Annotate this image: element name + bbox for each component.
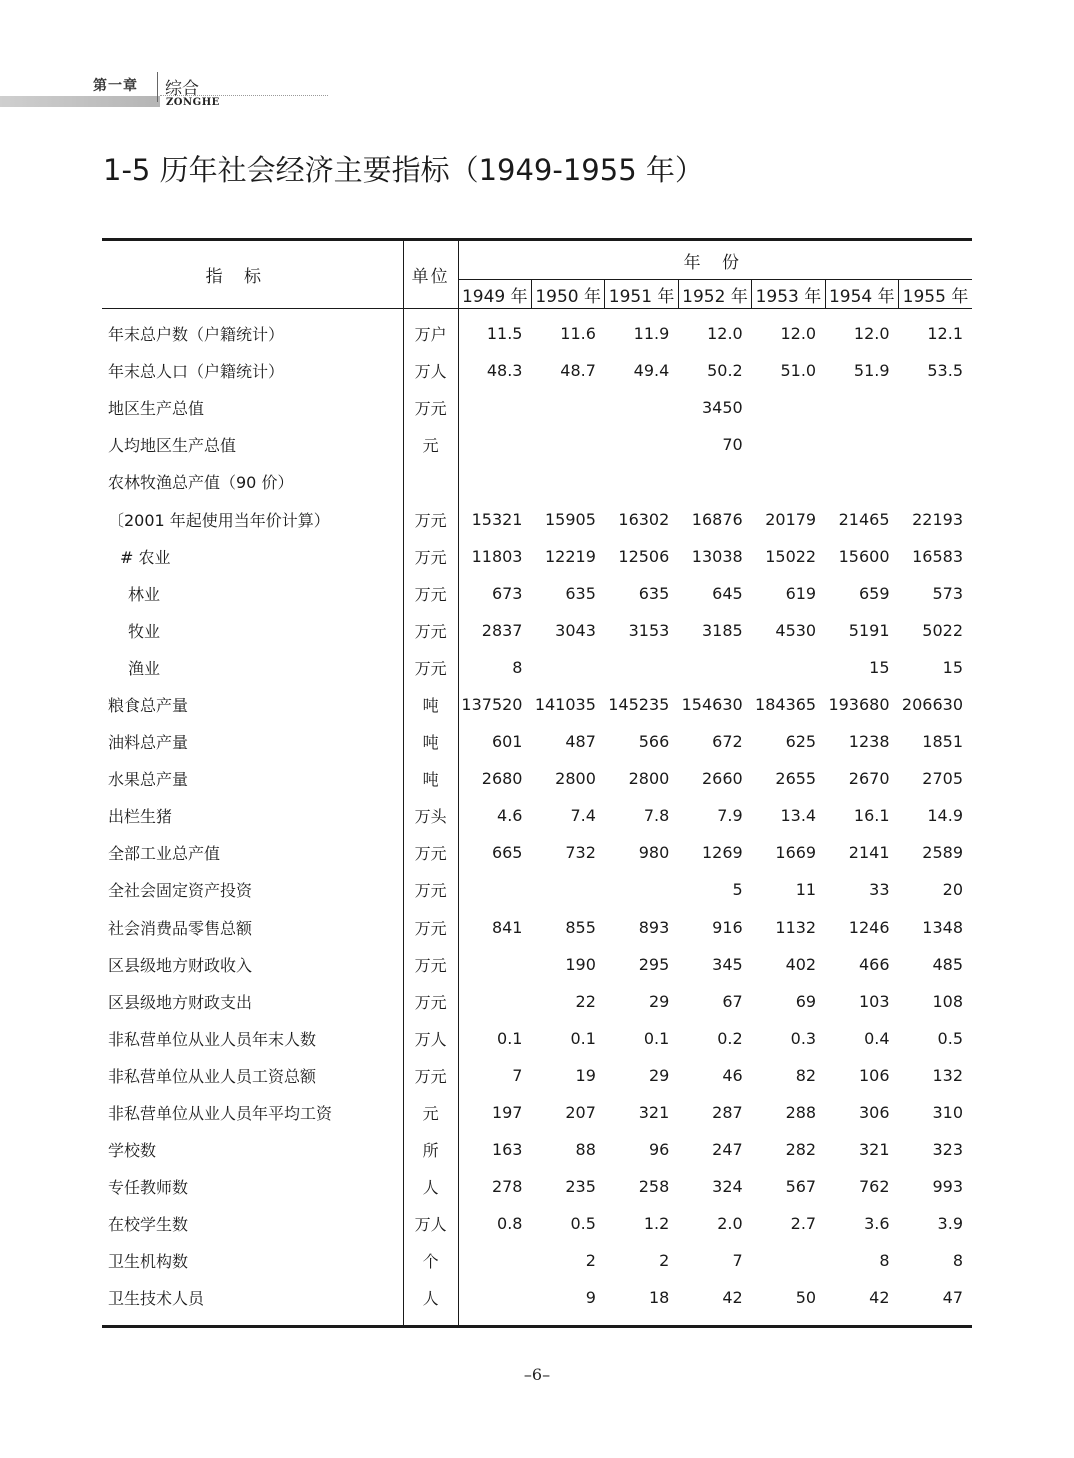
value-cell: 13038	[691, 546, 743, 566]
header-unit: 单位	[403, 240, 458, 309]
value-cell: 21465	[838, 509, 890, 529]
value-cell: 3043	[555, 620, 596, 640]
value-cell: 2837	[481, 620, 523, 640]
value-cell: 20179	[765, 509, 817, 529]
header-year: 1955 年	[899, 280, 972, 309]
indicator-name: 水果总产量	[102, 760, 403, 797]
unit-cell: 万元	[403, 909, 458, 946]
indicator-name: 专任教师数	[102, 1168, 403, 1205]
value-cell: 3153	[628, 620, 670, 640]
value-cell: 2800	[555, 769, 596, 789]
indicator-name: 学校数	[102, 1131, 403, 1168]
value-cell: 235	[565, 1177, 596, 1197]
value-cell	[752, 426, 825, 463]
value-cell: 15	[942, 657, 963, 677]
page-title: 1-5 历年社会经济主要指标（1949-1955 年）	[103, 153, 704, 187]
value-cell	[458, 1279, 531, 1326]
value-cell: 42	[869, 1288, 890, 1308]
value-cell	[825, 389, 898, 426]
unit-cell: 万头	[403, 797, 458, 834]
unit-cell: 人	[403, 1168, 458, 1205]
table-body	[102, 309, 972, 1327]
value-cell: 7.8	[643, 806, 670, 826]
value-cell: 7.4	[570, 806, 596, 826]
value-cell: 0.4	[864, 1028, 890, 1048]
value-cell: 50.2	[707, 361, 743, 381]
value-cell: 184365	[755, 694, 817, 714]
value-cell: 566	[638, 732, 670, 752]
table-row	[102, 1057, 972, 1094]
unit-cell: 万元	[403, 538, 458, 575]
table-row	[102, 1020, 972, 1057]
table-row	[102, 538, 972, 575]
value-cell: 132	[932, 1065, 963, 1085]
value-cell: 12506	[618, 546, 670, 566]
value-cell: 48.3	[486, 361, 523, 381]
value-cell: 20	[942, 880, 963, 900]
indicator-name: 社会消费品零售总额	[102, 909, 403, 946]
indicator-table	[102, 238, 972, 1328]
table-row	[102, 389, 972, 426]
table-row	[102, 983, 972, 1020]
value-cell: 619	[785, 583, 817, 603]
value-cell: 1851	[922, 732, 963, 752]
value-cell	[899, 426, 972, 463]
indicator-name: 全部工业总产值	[102, 834, 403, 871]
value-cell: 345	[712, 954, 743, 974]
value-cell: 190	[565, 954, 596, 974]
value-cell	[531, 389, 604, 426]
value-cell: 625	[785, 732, 817, 752]
table-row	[102, 1168, 972, 1205]
table-row	[102, 1205, 972, 1242]
indicator-name: 非私营单位从业人员工资总额	[102, 1057, 403, 1094]
value-cell: 665	[491, 843, 523, 863]
unit-cell: 万元	[403, 946, 458, 983]
value-cell: 288	[785, 1103, 817, 1123]
value-cell: 2680	[481, 769, 523, 789]
value-cell: 5	[732, 880, 743, 900]
value-cell: 33	[869, 880, 890, 900]
value-cell: 15	[869, 657, 890, 677]
value-cell: 16876	[691, 509, 743, 529]
value-cell: 51.9	[853, 361, 890, 381]
indicator-name: 牧业	[102, 612, 403, 649]
value-cell: 103	[858, 991, 890, 1011]
value-cell: 0.5	[937, 1028, 963, 1048]
value-cell: 247	[712, 1140, 743, 1160]
value-cell: 8	[879, 1251, 890, 1271]
unit-cell: 万人	[403, 1205, 458, 1242]
value-cell: 12219	[544, 546, 596, 566]
header-year: 1949 年	[458, 280, 531, 309]
value-cell: 1348	[922, 917, 963, 937]
value-cell	[531, 649, 604, 686]
unit-cell: 个	[403, 1242, 458, 1279]
unit-cell: 万人	[403, 352, 458, 389]
table-row	[102, 612, 972, 649]
value-cell: 50	[795, 1288, 817, 1308]
table-row	[102, 1094, 972, 1131]
indicator-name: 地区生产总值	[102, 389, 403, 426]
value-cell: 310	[932, 1103, 963, 1123]
indicator-name: 非私营单位从业人员年平均工资	[102, 1094, 403, 1131]
value-cell	[825, 463, 898, 500]
value-cell: 53.5	[927, 361, 963, 381]
value-cell	[678, 463, 751, 500]
value-cell: 29	[648, 1065, 670, 1085]
table-row	[102, 760, 972, 797]
value-cell: 487	[565, 732, 596, 752]
value-cell: 0.1	[643, 1028, 670, 1048]
value-cell: 48.7	[560, 361, 596, 381]
value-cell: 14.9	[927, 806, 963, 826]
table-row	[102, 946, 972, 983]
value-cell: 2141	[848, 843, 890, 863]
value-cell	[531, 426, 604, 463]
chapter-header-band	[0, 96, 160, 107]
indicator-name: 林业	[102, 575, 403, 612]
value-cell: 47	[942, 1288, 963, 1308]
value-cell	[605, 463, 678, 500]
value-cell: 5022	[922, 620, 963, 640]
header-year: 1951 年	[605, 280, 678, 309]
table-row	[102, 797, 972, 834]
value-cell: 2	[585, 1251, 596, 1271]
unit-cell: 万户	[403, 309, 458, 353]
indicator-name: 渔业	[102, 649, 403, 686]
value-cell: 15905	[544, 509, 596, 529]
unit-cell: 万元	[403, 1057, 458, 1094]
value-cell: 108	[932, 991, 963, 1011]
value-cell	[899, 389, 972, 426]
value-cell	[605, 426, 678, 463]
indicator-name: 在校学生数	[102, 1205, 403, 1242]
table-row	[102, 309, 972, 353]
value-cell: 295	[638, 954, 670, 974]
value-cell: 4530	[775, 620, 817, 640]
table-row	[102, 834, 972, 871]
value-cell: 2.0	[717, 1214, 743, 1234]
value-cell: 3.9	[937, 1214, 963, 1234]
value-cell	[605, 871, 678, 908]
header-year: 1950 年	[531, 280, 604, 309]
value-cell	[458, 946, 531, 983]
unit-cell: 吨	[403, 723, 458, 760]
value-cell: 141035	[534, 694, 596, 714]
value-cell: 12.0	[707, 324, 743, 344]
value-cell: 7	[512, 1065, 523, 1085]
indicator-name: 农林牧渔总产值（90 价）	[102, 463, 403, 500]
unit-cell: 万元	[403, 389, 458, 426]
value-cell: 855	[565, 917, 596, 937]
page-number: –6–	[523, 1365, 551, 1384]
value-cell: 466	[858, 954, 890, 974]
table-row	[102, 1242, 972, 1279]
value-cell: 7	[732, 1251, 743, 1271]
value-cell: 22193	[912, 509, 963, 529]
value-cell: 3.6	[864, 1214, 890, 1234]
value-cell	[458, 389, 531, 426]
table-row	[102, 686, 972, 723]
value-cell: 0.8	[497, 1214, 523, 1234]
unit-cell: 人	[403, 1279, 458, 1326]
value-cell: 841	[491, 917, 523, 937]
indicator-name: # 农业	[102, 538, 403, 575]
unit-cell: 吨	[403, 760, 458, 797]
value-cell	[531, 871, 604, 908]
value-cell: 19	[575, 1065, 596, 1085]
value-cell: 69	[795, 991, 817, 1011]
value-cell: 573	[932, 583, 963, 603]
value-cell: 673	[491, 583, 523, 603]
value-cell	[458, 463, 531, 500]
value-cell: 282	[785, 1140, 817, 1160]
value-cell: 2655	[775, 769, 817, 789]
value-cell: 70	[722, 435, 743, 455]
indicator-name: 全社会固定资产投资	[102, 871, 403, 908]
value-cell: 16583	[912, 546, 963, 566]
value-cell: 18	[648, 1288, 670, 1308]
value-cell: 11.5	[486, 324, 523, 344]
value-cell	[458, 1242, 531, 1279]
value-cell: 193680	[828, 694, 890, 714]
value-cell: 82	[795, 1065, 817, 1085]
value-cell: 88	[575, 1140, 596, 1160]
value-cell	[678, 649, 751, 686]
value-cell: 1238	[848, 732, 890, 752]
header-years-group: 年 份	[458, 240, 972, 280]
unit-cell: 万元	[403, 834, 458, 871]
value-cell: 15321	[471, 509, 523, 529]
value-cell: 402	[785, 954, 817, 974]
value-cell: 0.3	[790, 1028, 817, 1048]
header-year: 1954 年	[825, 280, 898, 309]
value-cell: 197	[491, 1103, 523, 1123]
value-cell: 645	[712, 583, 743, 603]
table-row	[102, 352, 972, 389]
value-cell	[825, 426, 898, 463]
value-cell	[752, 389, 825, 426]
value-cell: 993	[932, 1177, 963, 1197]
value-cell: 137520	[461, 694, 523, 714]
value-cell: 1246	[848, 917, 890, 937]
value-cell: 0.2	[717, 1028, 743, 1048]
table-row	[102, 426, 972, 463]
value-cell: 16.1	[853, 806, 890, 826]
unit-cell: 万人	[403, 1020, 458, 1057]
value-cell: 12.1	[927, 324, 963, 344]
value-cell: 672	[712, 732, 743, 752]
value-cell: 732	[565, 843, 596, 863]
indicator-name: 区县级地方财政收入	[102, 946, 403, 983]
value-cell: 154630	[681, 694, 743, 714]
value-cell: 4.6	[497, 806, 523, 826]
indicator-name: 年末总户数（户籍统计）	[102, 309, 403, 353]
indicator-name: 非私营单位从业人员年末人数	[102, 1020, 403, 1057]
value-cell: 635	[565, 583, 596, 603]
value-cell: 8	[952, 1251, 963, 1271]
chapter-label: 第一章	[93, 78, 138, 94]
value-cell: 13.4	[780, 806, 817, 826]
value-cell: 893	[638, 917, 670, 937]
value-cell: 1132	[775, 917, 817, 937]
value-cell: 2670	[848, 769, 890, 789]
indicator-name: 卫生机构数	[102, 1242, 403, 1279]
value-cell: 916	[712, 917, 743, 937]
value-cell: 323	[932, 1140, 963, 1160]
header-year: 1953 年	[752, 280, 825, 309]
value-cell: 15022	[765, 546, 817, 566]
value-cell: 485	[932, 954, 963, 974]
value-cell: 11.6	[560, 324, 596, 344]
value-cell	[752, 1242, 825, 1279]
value-cell: 2589	[922, 843, 963, 863]
value-cell: 980	[638, 843, 670, 863]
value-cell	[752, 463, 825, 500]
table-row	[102, 1279, 972, 1326]
indicator-name: 油料总产量	[102, 723, 403, 760]
chapter-title: 综合	[165, 79, 199, 99]
value-cell: 49.4	[633, 361, 670, 381]
value-cell: 2660	[701, 769, 743, 789]
value-cell: 11.9	[633, 324, 670, 344]
value-cell: 635	[638, 583, 670, 603]
value-cell: 2705	[922, 769, 963, 789]
value-cell: 42	[722, 1288, 743, 1308]
value-cell: 15600	[838, 546, 890, 566]
value-cell: 5191	[848, 620, 890, 640]
value-cell: 51.0	[780, 361, 817, 381]
chapter-subtitle: ZONGHE	[166, 97, 220, 108]
value-cell: 8	[512, 657, 523, 677]
value-cell: 567	[785, 1177, 817, 1197]
value-cell	[531, 463, 604, 500]
value-cell	[899, 463, 972, 500]
value-cell: 321	[638, 1103, 670, 1123]
value-cell: 12.0	[853, 324, 890, 344]
unit-cell: 万元	[403, 983, 458, 1020]
chapter-separator	[157, 72, 158, 102]
table-row	[102, 871, 972, 908]
value-cell: 0.1	[497, 1028, 523, 1048]
table-row	[102, 649, 972, 686]
unit-cell: 万元	[403, 612, 458, 649]
value-cell: 46	[722, 1065, 743, 1085]
unit-cell: 万元	[403, 500, 458, 537]
value-cell	[458, 983, 531, 1020]
value-cell: 29	[648, 991, 670, 1011]
value-cell	[605, 389, 678, 426]
value-cell: 11	[795, 880, 817, 900]
table-header	[102, 240, 972, 309]
value-cell	[605, 649, 678, 686]
value-cell: 278	[491, 1177, 523, 1197]
value-cell: 1269	[701, 843, 743, 863]
value-cell: 163	[491, 1140, 523, 1160]
value-cell: 762	[858, 1177, 890, 1197]
value-cell: 659	[858, 583, 890, 603]
value-cell	[458, 871, 531, 908]
value-cell: 306	[858, 1103, 890, 1123]
value-cell: 96	[648, 1140, 670, 1160]
value-cell: 0.5	[570, 1214, 596, 1234]
value-cell: 0.1	[570, 1028, 596, 1048]
value-cell: 67	[722, 991, 743, 1011]
unit-cell: 万元	[403, 575, 458, 612]
value-cell: 601	[491, 732, 523, 752]
unit-cell: 万元	[403, 649, 458, 686]
value-cell: 16302	[618, 509, 670, 529]
value-cell	[752, 649, 825, 686]
unit-cell: 所	[403, 1131, 458, 1168]
value-cell: 2.7	[790, 1214, 817, 1234]
header-year: 1952 年	[678, 280, 751, 309]
value-cell: 11803	[471, 546, 523, 566]
value-cell: 2800	[628, 769, 670, 789]
value-cell: 1669	[775, 843, 817, 863]
unit-cell: 吨	[403, 686, 458, 723]
value-cell: 206630	[901, 694, 963, 714]
value-cell: 1.2	[643, 1214, 670, 1234]
unit-cell	[403, 463, 458, 500]
value-cell: 321	[858, 1140, 890, 1160]
indicator-name: 区县级地方财政支出	[102, 983, 403, 1020]
value-cell: 22	[575, 991, 596, 1011]
value-cell: 9	[585, 1288, 596, 1308]
value-cell: 287	[712, 1103, 743, 1123]
value-cell: 3185	[701, 620, 743, 640]
indicator-name: 粮食总产量	[102, 686, 403, 723]
value-cell: 145235	[608, 694, 670, 714]
value-cell: 106	[858, 1065, 890, 1085]
value-cell: 2	[659, 1251, 670, 1271]
indicator-name: 人均地区生产总值	[102, 426, 403, 463]
table-row	[102, 723, 972, 760]
table-row	[102, 500, 972, 537]
unit-cell: 万元	[403, 871, 458, 908]
table-row	[102, 1131, 972, 1168]
indicator-name: 年末总人口（户籍统计）	[102, 352, 403, 389]
value-cell: 12.0	[780, 324, 817, 344]
unit-cell: 元	[403, 426, 458, 463]
header-indicator: 指 标	[102, 240, 403, 309]
indicator-name: 出栏生猪	[102, 797, 403, 834]
value-cell: 207	[565, 1103, 596, 1123]
value-cell: 3450	[701, 398, 743, 418]
value-cell	[458, 426, 531, 463]
indicator-name: 〔2001 年起使用当年价计算）	[102, 500, 403, 537]
value-cell: 258	[638, 1177, 670, 1197]
value-cell: 7.9	[717, 806, 743, 826]
indicator-name: 卫生技术人员	[102, 1279, 403, 1326]
table-row	[102, 463, 972, 500]
unit-cell: 元	[403, 1094, 458, 1131]
table-row	[102, 909, 972, 946]
value-cell: 324	[712, 1177, 743, 1197]
table-row	[102, 575, 972, 612]
